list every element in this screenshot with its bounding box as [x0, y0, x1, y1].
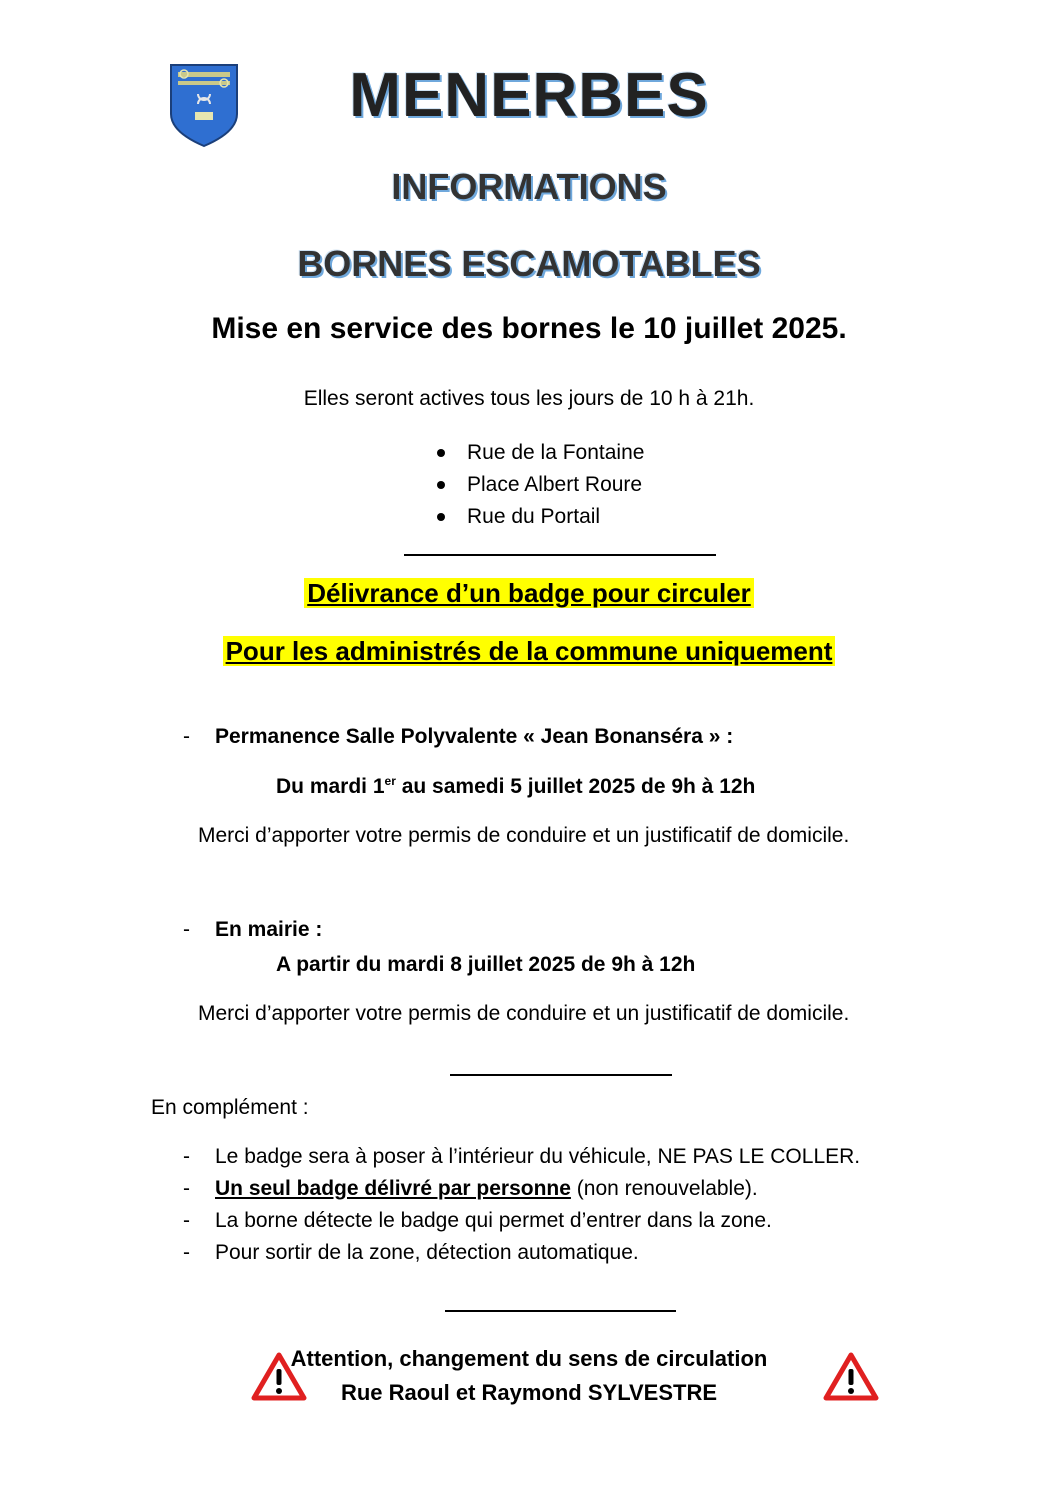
- permanence-dates: Du mardi 1er au samedi 5 juillet 2025 de 9h à 12h: [276, 774, 756, 798]
- info-heading: INFORMATIONS: [391, 166, 667, 207]
- mairie-note: Merci d’apporter votre permis de conduire et un justificatif de domicile.: [198, 1002, 850, 1025]
- complement-item-3: La borne détecte le badge qui permet d’entrer dans la zone.: [215, 1209, 772, 1232]
- complement-item-1: Le badge sera à poser à l’intérieur du véhicule, NE PAS LE COLLER.: [215, 1145, 861, 1168]
- bullet-icon: [437, 449, 445, 457]
- badge-delivery-heading: Délivrance d’un badge pour circuler: [304, 578, 754, 608]
- badge-line2-wrap: [0, 636, 1058, 667]
- list-item: Rue du Portail: [467, 501, 644, 533]
- warning-triangle-icon: [823, 1352, 879, 1402]
- divider: [450, 1074, 672, 1076]
- service-headline: Mise en service des bornes le 10 juillet 2025.: [211, 312, 847, 345]
- dash-marker: -: [183, 1241, 190, 1264]
- town-title: MENERBES: [349, 61, 709, 130]
- divider: [404, 554, 716, 556]
- complement-heading: En complément :: [151, 1096, 309, 1119]
- dash-marker: -: [183, 1145, 190, 1168]
- badge-line1-wrap: [0, 578, 1058, 609]
- warning-line-1: Attention, changement du sens de circulation: [290, 1346, 768, 1371]
- list-item: Place Albert Roure: [467, 469, 644, 501]
- hours-text: Elles seront actives tous les jours de 10 h à 21h.: [303, 387, 755, 410]
- dash-marker: -: [183, 725, 190, 748]
- complement-item-4: Pour sortir de la zone, détection automatique.: [215, 1241, 639, 1264]
- dash-marker: -: [183, 1209, 190, 1232]
- dash-marker: -: [183, 1177, 190, 1200]
- divider: [445, 1310, 676, 1312]
- bullet-icon: [437, 481, 445, 489]
- dash-marker: -: [183, 918, 190, 941]
- permanence-note: Merci d’apporter votre permis de conduire et un justificatif de domicile.: [198, 824, 850, 847]
- permanence-title: Permanence Salle Polyvalente « Jean Bonanséra » :: [215, 725, 734, 748]
- street-list: [467, 437, 644, 533]
- list-item: Rue de la Fontaine: [467, 437, 644, 469]
- residents-only-heading: Pour les administrés de la commune uniquement: [223, 636, 836, 666]
- mairie-title: En mairie :: [215, 918, 323, 941]
- warning-line-2: Rue Raoul et Raymond SYLVESTRE: [340, 1380, 718, 1405]
- bullet-icon: [437, 513, 445, 521]
- complement-item-2: Un seul badge délivré par personne (non renouvelable).: [215, 1177, 758, 1200]
- mairie-dates: A partir du mardi 8 juillet 2025 de 9h à 12h: [276, 953, 696, 976]
- bollards-heading: BORNES ESCAMOTABLES: [297, 243, 761, 284]
